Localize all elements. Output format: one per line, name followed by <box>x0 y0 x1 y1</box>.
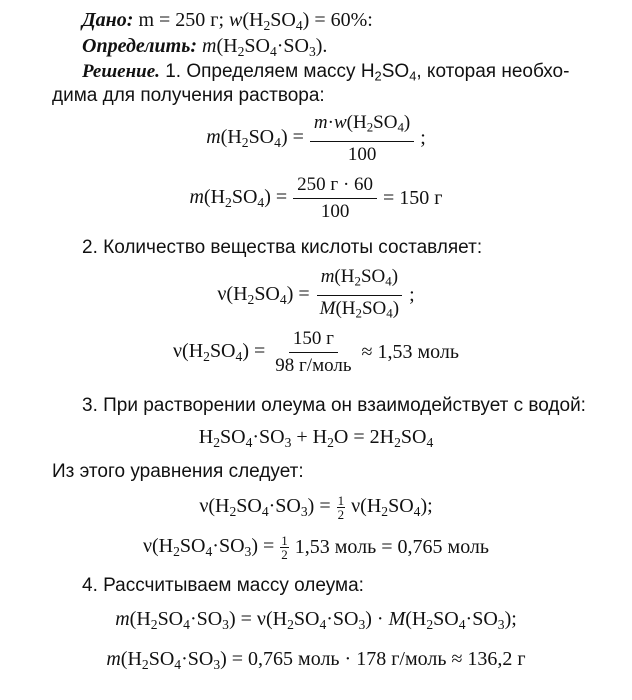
formula-3-lhs: $\nu(H_2SO_4)$ = <box>217 282 310 307</box>
formula-9-text: $m(H_2SO_4\cdot SO_3) = 0,765$ моль · 178 г/моль ≈ 136,2 г <box>106 648 526 672</box>
solution-label: Решение. <box>82 61 160 82</box>
given-text: m = 250 г; $w(H_2SO_4) = 60\%$: <box>138 9 373 33</box>
formula-8-text: $m(H_2SO_4\cdot SO_3) = \nu(H_2SO_4\cdot SO_3) \cdot M(H_2SO_4\cdot SO_3)$; <box>115 608 517 632</box>
formula-5 <box>0 426 632 451</box>
formula-6-half-num: 1 <box>337 493 345 508</box>
formula-7-half-num: 1 <box>281 533 288 548</box>
formula-6-rhs: $\nu(H_2SO_4)$; <box>351 495 433 519</box>
formula-2-result: = 150 г <box>383 187 443 209</box>
formula-1 <box>0 112 632 166</box>
formula-7-rhs: 1,53 моль = 0,765 моль <box>294 536 490 558</box>
formula-4-denominator: 98 г/моль <box>275 355 352 376</box>
formula-4-lhs: $\nu(H_2SO_4)$ = <box>172 340 266 364</box>
follows-line <box>52 460 304 484</box>
step4-text: 4. Рассчитываем массу олеума: <box>82 575 364 596</box>
follows-text: Из этого уравнения следует: <box>52 461 304 482</box>
formula-7-half <box>280 534 289 561</box>
formula-6-half <box>337 494 346 521</box>
formula-3-numerator: $m(H_2SO_4)$ <box>317 266 402 296</box>
given-label: Дано: <box>82 9 134 31</box>
formula-2-fraction <box>293 174 377 223</box>
formula-1-fraction <box>310 112 414 166</box>
formula-6-half-den: 2 <box>337 507 345 522</box>
formula-3-denominator: $M(H_2SO_4)$ <box>319 297 400 321</box>
formula-1-lhs: $m(H_2SO_4)$ = <box>206 126 304 151</box>
formula-7-lhs: $\nu(H_2SO_4\cdot SO_3)$ = <box>142 535 275 559</box>
step1-text: 1. Определяем массу $H_2SO_4$, которая необхо- <box>165 61 570 84</box>
formula-3 <box>0 266 632 324</box>
formula-4-numerator: 150 г <box>289 328 338 353</box>
step1-line2 <box>52 84 325 108</box>
step3-line <box>82 394 586 418</box>
step4-line <box>82 574 364 598</box>
formula-9 <box>0 648 632 673</box>
formula-4 <box>0 328 632 377</box>
formula-2-lhs: $m(H_2SO_4)$ = <box>189 186 288 210</box>
formula-2-numerator: 250 г · 60 <box>293 174 377 199</box>
step3-text: 3. При растворении олеума он взаимодействует с водой: <box>82 395 586 416</box>
formula-4-fraction <box>271 328 355 377</box>
determine-text: $m(H_2SO_4\cdot SO_3)$. <box>202 35 328 59</box>
formula-3-fraction <box>316 266 403 324</box>
formula-1-denominator: 100 <box>347 143 377 165</box>
formula-6 <box>0 494 632 521</box>
formula-1-end: ; <box>420 127 426 150</box>
formula-5-text: $H_2SO_4\cdot SO_3 + H_2O = 2H_2SO_4$ <box>198 426 434 450</box>
formula-2-denominator: 100 <box>320 201 350 222</box>
formula-8 <box>0 608 632 633</box>
formula-1-numerator: $m\cdot w(H_2SO_4)$ <box>310 112 414 142</box>
formula-7 <box>0 534 632 561</box>
determine-label: Определить: <box>82 35 197 57</box>
step1-line2-text: дима для получения раствора: <box>52 85 325 106</box>
formula-6-lhs: $\nu(H_2SO_4\cdot SO_3)$ = <box>199 495 331 519</box>
formula-3-end: ; <box>409 283 415 306</box>
formula-7-half-den: 2 <box>281 547 288 562</box>
step2-text: 2. Количество вещества кислоты составляет: <box>82 237 483 258</box>
formula-4-result: ≈ 1,53 моль <box>361 341 459 363</box>
formula-2 <box>0 174 632 223</box>
step2-line <box>82 236 482 260</box>
